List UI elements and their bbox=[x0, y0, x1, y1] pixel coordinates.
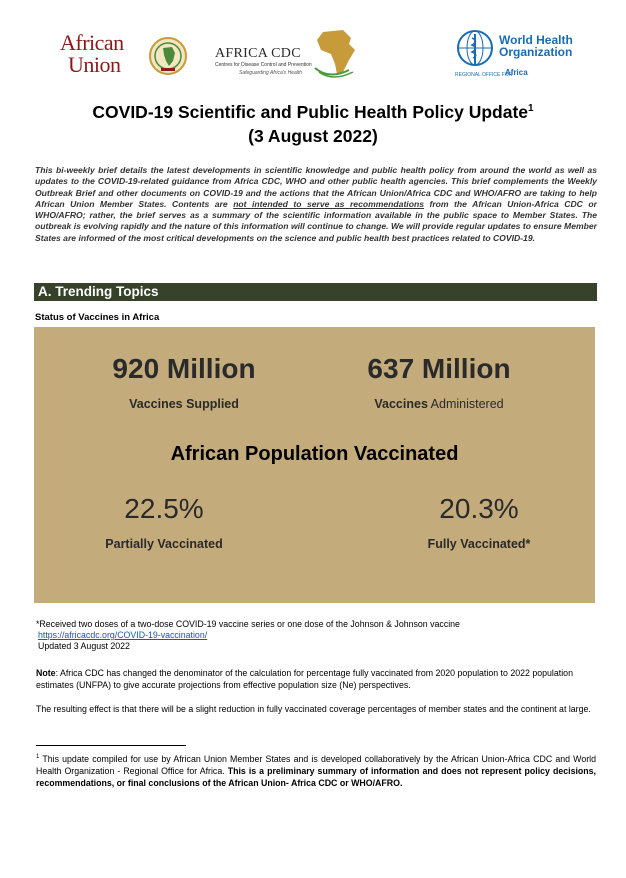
vaccines-supplied-value: 920 Million bbox=[112, 353, 256, 384]
title-line2: (3 August 2022) bbox=[248, 126, 378, 146]
fully-vaccinated-label: Fully Vaccinated* bbox=[427, 537, 531, 551]
vaccination-footnote bbox=[36, 619, 596, 652]
partially-vaccinated-stat bbox=[84, 493, 244, 551]
intro-paragraph bbox=[35, 165, 597, 244]
status-of-vaccines-label: Status of Vaccines in Africa bbox=[35, 312, 160, 323]
african-union-logo bbox=[60, 32, 190, 82]
au-logo-line1: African bbox=[60, 30, 124, 55]
africa-cdc-logo bbox=[215, 24, 365, 84]
effect-paragraph: The resulting effect is that there will be a slight reduction in fully vaccinated coverage percentages of member states and the continent at large. bbox=[36, 704, 591, 714]
title-main: COVID-19 Scientific and Public Health Policy Update bbox=[92, 102, 529, 122]
vaccines-administered-label bbox=[334, 397, 544, 411]
note-label: Note bbox=[36, 668, 56, 678]
footnote-1-marker: 1 bbox=[36, 754, 40, 760]
footnote-1 bbox=[36, 752, 596, 789]
section-heading-trending: A. Trending Topics bbox=[34, 283, 597, 301]
who-logo-text bbox=[499, 34, 573, 58]
vaccines-administered-value: 637 Million bbox=[367, 353, 511, 384]
cdc-logo-title: AFRICA CDC bbox=[215, 46, 301, 61]
cdc-logo-tagline: Safeguarding Africa's Health bbox=[239, 70, 303, 76]
title-footnote-ref: 1 bbox=[528, 103, 534, 115]
note-paragraph bbox=[36, 668, 596, 691]
page-title bbox=[0, 100, 626, 148]
who-logo-line1: World Health bbox=[499, 33, 573, 47]
intro-part2: from the African Union-Africa CDC or WHO/AFRO; rather, the brief serves as a summary of the scientific information available in the public space to Member States. The outbreak is evolving rapidly and the nature of this information will continue to change. We will provide regular updates to ensure Member States are informed of the most critical developments on the science and public health best practices related to COVID-19. bbox=[35, 198, 597, 243]
vaccination-link[interactable]: https://africacdc.org/COVID-19-vaccination/ bbox=[38, 630, 208, 640]
who-africa-label: Africa bbox=[505, 68, 528, 77]
intro-underlined: not intended to serve as recommendations bbox=[233, 198, 424, 209]
au-logo-line2: Union bbox=[68, 52, 121, 77]
administered-label-rest: Administered bbox=[427, 397, 504, 411]
africa-map-icon bbox=[309, 24, 365, 80]
who-emblem-icon bbox=[455, 28, 495, 68]
au-logo-text bbox=[60, 32, 124, 76]
cdc-logo-subtitle: Centres for Disease Control and Prevention bbox=[215, 62, 312, 68]
partially-vaccinated-value: 22.5% bbox=[124, 493, 204, 524]
logo-header bbox=[0, 22, 626, 86]
footnote-1-bold: This is a preliminary summary of information and does not represent policy decisions, recommendations, or final conclusions of the African Union- Africa CDC or WHO/AFRO. bbox=[36, 765, 596, 788]
administered-label-bold: Vaccines bbox=[374, 397, 428, 411]
note-text: : Africa CDC has changed the denominator of the calculation for percentage fully vaccinated from 2020 population to 2022 population estimates (UNFPA) to give accurate projections from effective population size (Ne) perspectives. bbox=[36, 668, 573, 690]
au-emblem-icon bbox=[148, 36, 188, 76]
population-vaccinated-heading: African Population Vaccinated bbox=[170, 443, 459, 465]
fully-vaccinated-stat bbox=[394, 493, 564, 551]
title-line1 bbox=[0, 100, 626, 124]
who-region-label: REGIONAL OFFICE FOR bbox=[455, 72, 513, 78]
footnote-divider bbox=[36, 745, 186, 746]
partially-vaccinated-label: Partially Vaccinated bbox=[105, 537, 223, 551]
vaccines-administered-stat bbox=[334, 353, 544, 411]
who-logo-line2: Organization bbox=[499, 45, 573, 59]
footnote-1-text: This update compiled for use by African Union Member States and is developed collaboratively by the African Union-Africa CDC and World Health Organization - Regional Office for Africa. bbox=[36, 753, 596, 776]
vaccines-supplied-stat bbox=[74, 353, 294, 411]
intro-part1: This bi-weekly brief details the latest developments in scientific knowledge and public health policy from around the world as well as updates to the COVID-19-related guidance from Africa CDC, WHO and other public health agencies. This brief complements the Weekly Outbreak Brief and other documents on COVID-19 and the actions that the African Union/Africa CDC and WHO/AFRO are taking to help African Union Member States. Contents are bbox=[35, 165, 597, 209]
fully-vaccinated-value: 20.3% bbox=[439, 493, 519, 524]
vaccines-supplied-label: Vaccines Supplied bbox=[129, 397, 239, 411]
updated-date: Updated 3 August 2022 bbox=[38, 641, 130, 651]
vaccine-stats-panel bbox=[34, 327, 595, 603]
vaccination-footnote-text: *Received two doses of a two-dose COVID-19 vaccine series or one dose of the Johnson & Johnson vaccine bbox=[36, 619, 460, 629]
who-logo bbox=[455, 28, 585, 78]
